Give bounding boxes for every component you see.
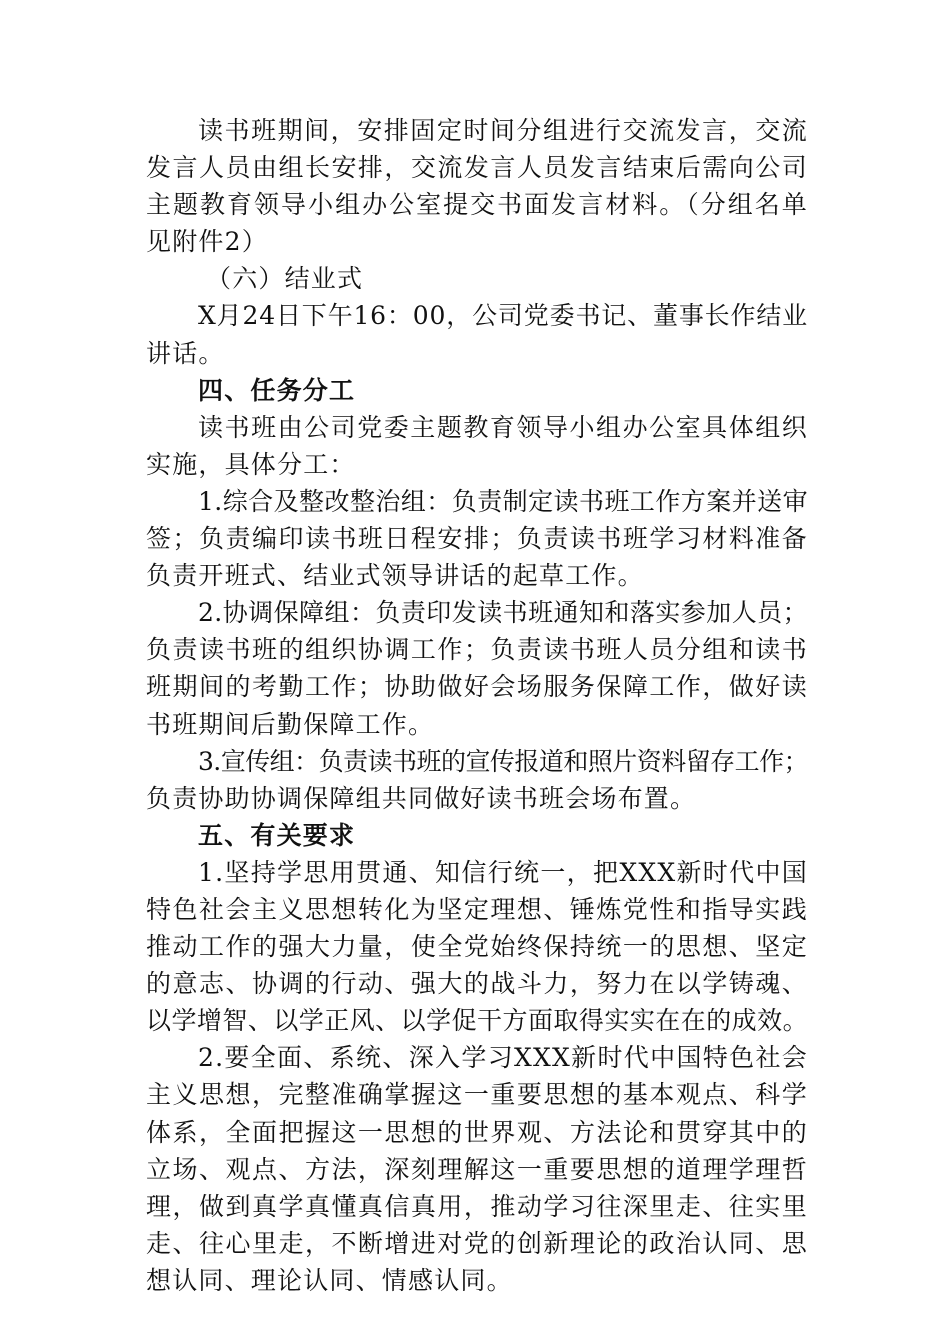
paragraph-line: 的意志、协调的行动、强大的战斗力，努力在以学铸魂、 — [146, 969, 808, 999]
paragraph-line: 推动工作的强大力量，使全党始终保持统一的思想、坚定 — [146, 932, 808, 962]
paragraph-line: 实施，具体分工： — [146, 449, 356, 479]
paragraph-line: 读书班由公司党委主题教育领导小组办公室具体组织 — [198, 412, 808, 442]
paragraph-line: 负责协助协调保障组共同做好读书班会场布置。 — [146, 783, 697, 813]
paragraph-line: 负责开班式、结业式领导讲话的起草工作。 — [146, 561, 644, 591]
paragraph-line: 想认同、理论认同、情感认同。 — [146, 1265, 513, 1295]
paragraph-line: X月24日下午16：00，公司党委书记、董事长作结业 — [198, 301, 808, 331]
paragraph-line: 走、往心里走，不断增进对党的创新理论的政治认同、思 — [146, 1228, 808, 1258]
paragraph-line: 3.宣传组：负责读书班的宣传报道和照片资料留存工作； — [198, 746, 808, 776]
paragraph-line: 理，做到真学真懂真信真用，推动学习往深里走、往实里 — [146, 1191, 808, 1221]
paragraph-line: 1.综合及整改整治组：负责制定读书班工作方案并送审 — [198, 486, 808, 516]
paragraph-line: 主题教育领导小组办公室提交书面发言材料。（分组名单 — [146, 190, 808, 220]
paragraph-line: 见附件2） — [146, 227, 268, 257]
paragraph-line: 签；负责编印读书班日程安排；负责读书班学习材料准备 — [146, 524, 808, 554]
paragraph-line: 立场、观点、方法，深刻理解这一重要思想的道理学理哲 — [146, 1154, 808, 1184]
paragraph-line: 班期间的考勤工作；协助做好会场服务保障工作，做好读 — [146, 672, 808, 702]
paragraph-line: 发言人员由组长安排，交流发言人员发言结束后需向公司 — [146, 153, 808, 183]
paragraph-line: 书班期间后勤保障工作。 — [146, 709, 435, 739]
paragraph-line: 讲话。 — [146, 338, 225, 368]
subsection-heading: （六）结业式 — [206, 264, 364, 294]
section-heading: 五、有关要求 — [198, 820, 356, 850]
paragraph-line: 2.要全面、系统、深入学习XXX新时代中国特色社会 — [198, 1043, 808, 1073]
paragraph-line: 负责读书班的组织协调工作；负责读书班人员分组和读书 — [146, 635, 808, 665]
paragraph-line: 1.坚持学思用贯通、知信行统一，把XXX新时代中国 — [198, 857, 808, 887]
paragraph-line: 主义思想，完整准确掌握这一重要思想的基本观点、科学 — [146, 1080, 808, 1110]
paragraph-line: 2.协调保障组：负责印发读书班通知和落实参加人员； — [198, 598, 808, 628]
section-heading: 四、任务分工 — [198, 375, 356, 405]
paragraph-line: 读书班期间，安排固定时间分组进行交流发言，交流 — [198, 116, 808, 145]
paragraph-line: 体系，全面把握这一思想的世界观、方法论和贯穿其中的 — [146, 1117, 808, 1147]
document-body — [146, 112, 808, 1299]
paragraph-line: 以学增智、以学正风、以学促干方面取得实实在在的成效。 — [146, 1006, 808, 1036]
paragraph-line: 特色社会主义思想转化为坚定理想、锤炼党性和指导实践 — [146, 894, 808, 924]
